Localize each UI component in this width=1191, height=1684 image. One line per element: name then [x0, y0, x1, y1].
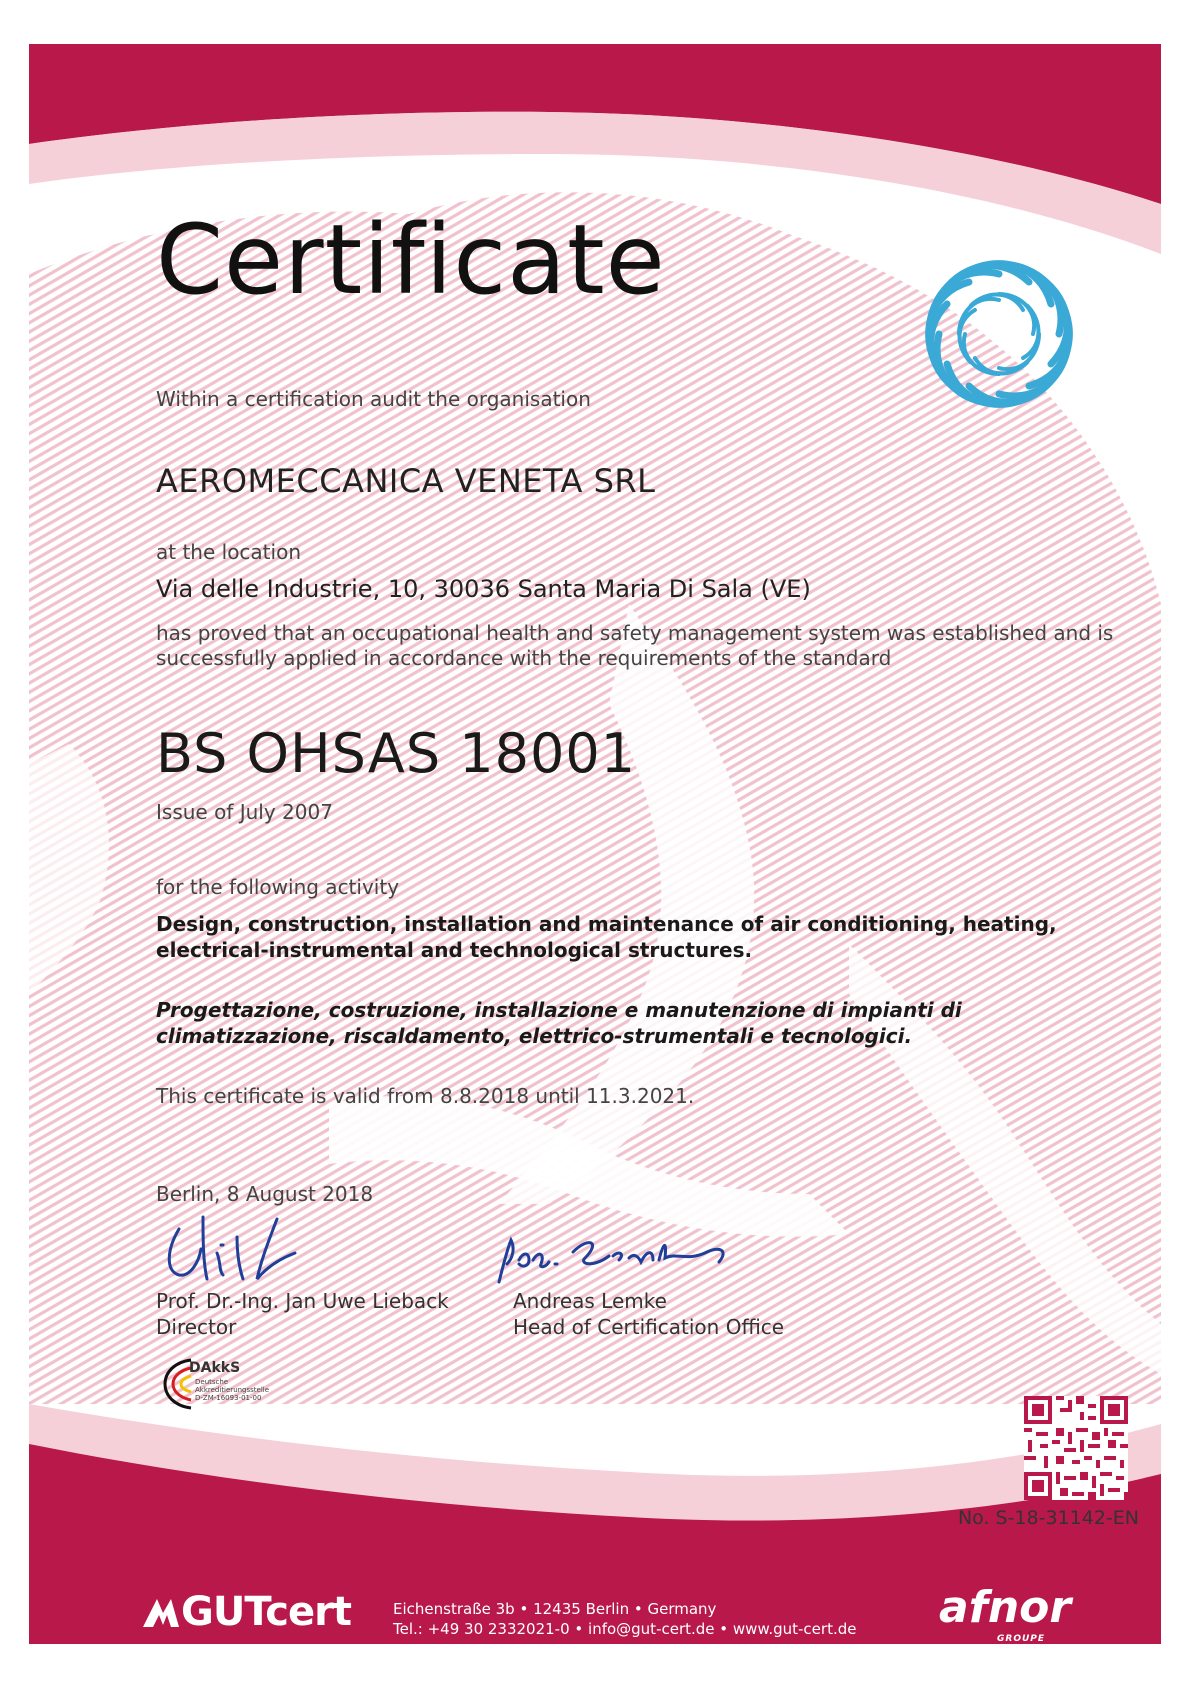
globe-swirl-icon	[919, 254, 1079, 414]
signer-1-name: Prof. Dr.-Ing. Jan Uwe Lieback	[156, 1289, 449, 1313]
activity-english: Design, construction, installation and maintenance of air conditioning, heating, electrical-instrumental and technological structures.	[156, 912, 1057, 962]
place-and-date: Berlin, 8 August 2018	[156, 1182, 374, 1206]
footer-address	[393, 1599, 856, 1639]
standard-name: BS OHSAS 18001	[156, 722, 637, 785]
certificate-title: Certificate	[156, 204, 666, 316]
dakks-name: DAkkS	[189, 1360, 241, 1376]
signature-lemke	[489, 1222, 739, 1292]
certificate-number: No. S-18-31142-EN	[957, 1507, 1139, 1529]
afnor-logo-icon: afnor	[939, 1582, 1072, 1633]
dakks-accreditation-mark	[159, 1354, 289, 1414]
activity-label: for the following activity	[156, 875, 400, 899]
signature-lieback	[157, 1209, 317, 1289]
gutcert-logo	[141, 1589, 351, 1635]
afnor-logo-subtitle: GROUPE	[997, 1634, 1046, 1644]
footer-address-line-1: Eichenstraße 3b • 12435 Berlin • Germany	[393, 1600, 717, 1618]
compliance-statement: has proved that an occupational health and safety management system was established and is successfully applied in accordance with the requirements of the standard	[156, 621, 1114, 670]
organisation-address: Via delle Industrie, 10, 30036 Santa Maria Di Sala (VE)	[156, 575, 811, 603]
gutcert-logo-icon	[141, 1595, 181, 1629]
intro-text: Within a certification audit the organisation	[156, 387, 591, 411]
location-label: at the location	[156, 540, 301, 564]
qr-code-icon	[1024, 1396, 1128, 1500]
standard-issue: Issue of July 2007	[156, 800, 333, 824]
signer-1-role: Director	[156, 1315, 237, 1339]
signer-2-name: Andreas Lemke	[513, 1289, 667, 1313]
certificate-sheet	[29, 44, 1161, 1644]
validity-statement: This certificate is valid from 8.8.2018 until 11.3.2021.	[156, 1084, 695, 1108]
signer-2-role: Head of Certification Office	[513, 1315, 785, 1339]
footer-address-line-2: Tel.: +49 30 2332021-0 • info@gut-cert.de • www.gut-cert.de	[393, 1620, 857, 1638]
activity-italian: Progettazione, costruzione, installazione e manutenzione di impianti di climatizzazione, riscaldamento, elettrico-strumentali e tecnologici.	[156, 998, 962, 1048]
gutcert-brand: GUTcert	[181, 1589, 351, 1635]
dakks-subtitle: Deutsche Akkreditierungsstelle D-ZM-16093-01-00	[195, 1378, 270, 1402]
organisation-name: AEROMECCANICA VENETA SRL	[156, 462, 656, 500]
